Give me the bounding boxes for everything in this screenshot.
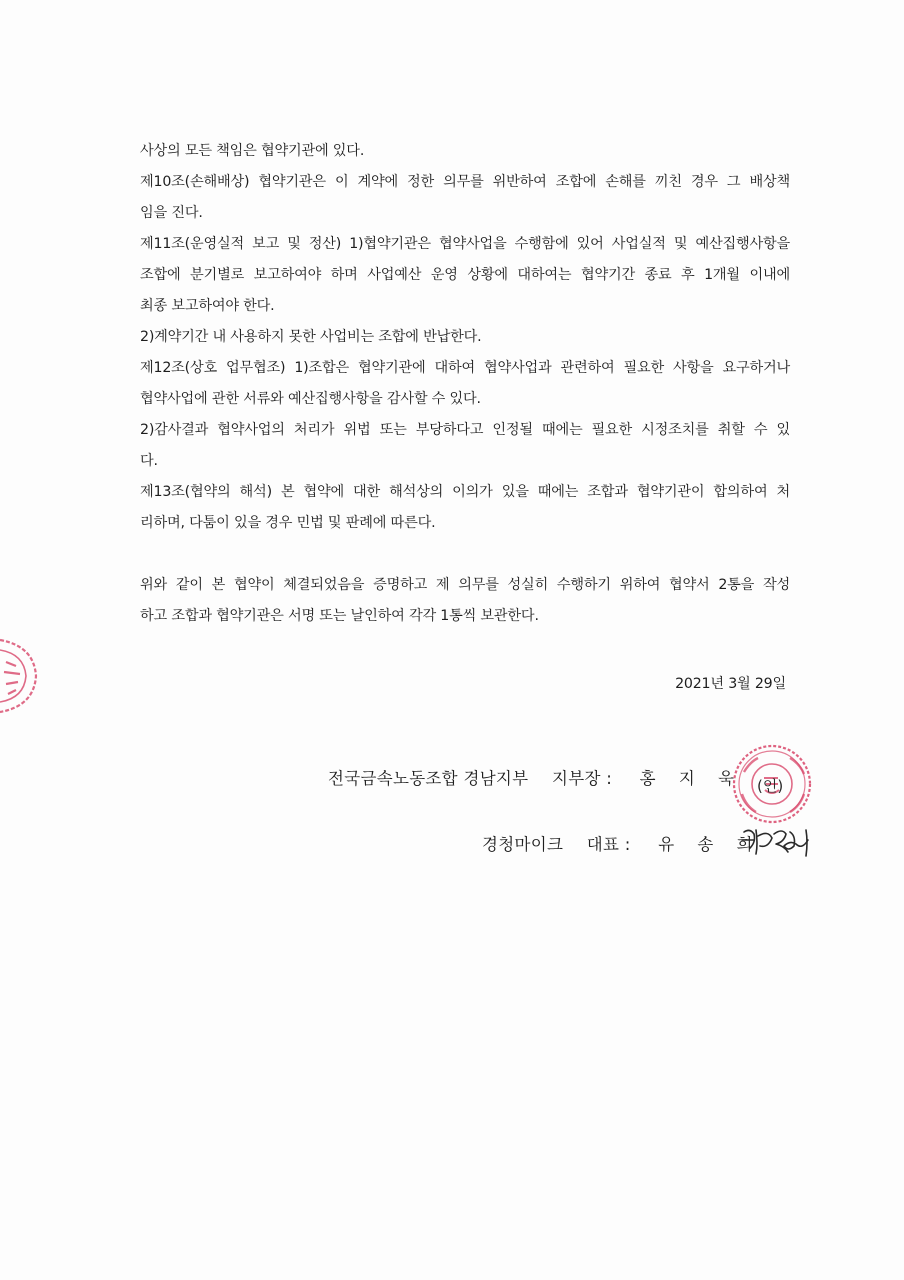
signatory-name: 유 송 희 [658, 835, 762, 854]
signatory-name: 홍 지 욱 [639, 769, 743, 788]
signatory-union [328, 765, 743, 789]
body-line: 조합에 분기별로 보고하여야 하며 사업예산 운영 상황에 대하여는 협약기간 종료 후 1개월 이내에 [140, 267, 790, 283]
body-line: 다. [140, 453, 158, 469]
body-line: 협약사업에 관한 서류와 예산집행사항을 감사할 수 있다. [140, 391, 481, 407]
body-line: 리하며, 다툼이 있을 경우 민법 및 판례에 따른다. [140, 515, 436, 531]
signatory-organization: 전국금속노동조합 경남지부 [328, 769, 529, 788]
contract-date: 2021년 3월 29일 [675, 676, 786, 692]
signatory-company [482, 831, 762, 855]
body-line: 제11조(운영실적 보고 및 정산) 1)협약기관은 협약사업을 수행함에 있어 사업실적 및 예산집행사항을 [140, 236, 790, 252]
body-line: 사상의 모든 책임은 협약기관에 있다. [140, 143, 365, 159]
body-line: 제10조(손해배상) 협약기관은 이 계약에 정한 의무를 위반하여 조합에 손해를 끼친 경우 그 배상책 [140, 174, 790, 190]
body-line: 제13조(협약의 해석) 본 협약에 대한 해석상의 이의가 있을 때에는 조합과 협약기관이 합의하여 처 [140, 484, 790, 500]
body-line: 제12조(상호 업무협조) 1)조합은 협약기관에 대하여 협약사업과 관련하여 필요한 사항을 요구하거나 [140, 360, 790, 376]
body-line: 최종 보고하여야 한다. [140, 298, 275, 314]
body-line: 2)계약기간 내 사용하지 못한 사업비는 조합에 반납한다. [140, 329, 482, 345]
closing-line: 위와 같이 본 협약이 체결되었음을 증명하고 제 의무를 성실히 수행하기 위하여 협약서 2통을 작성 [140, 577, 790, 593]
handwritten-signature [738, 822, 818, 862]
closing-line: 하고 조합과 협약기관은 서명 또는 날인하여 각각 1통씩 보관한다. [140, 608, 539, 624]
body-line: 임을 진다. [140, 205, 203, 221]
edge-seal-icon [0, 632, 40, 718]
signatory-role: 지부장 : [551, 769, 613, 788]
signatory-role: 대표 : [586, 835, 631, 854]
body-line: 2)감사결과 협약사업의 처리가 위법 또는 부당하다고 인정될 때에는 필요한 시정조치를 취할 수 있 [140, 422, 790, 438]
signatory-organization: 경청마이크 [482, 835, 564, 854]
seal-mark-text: (인) [757, 777, 784, 795]
contract-body [140, 136, 790, 632]
official-seal [730, 742, 814, 826]
